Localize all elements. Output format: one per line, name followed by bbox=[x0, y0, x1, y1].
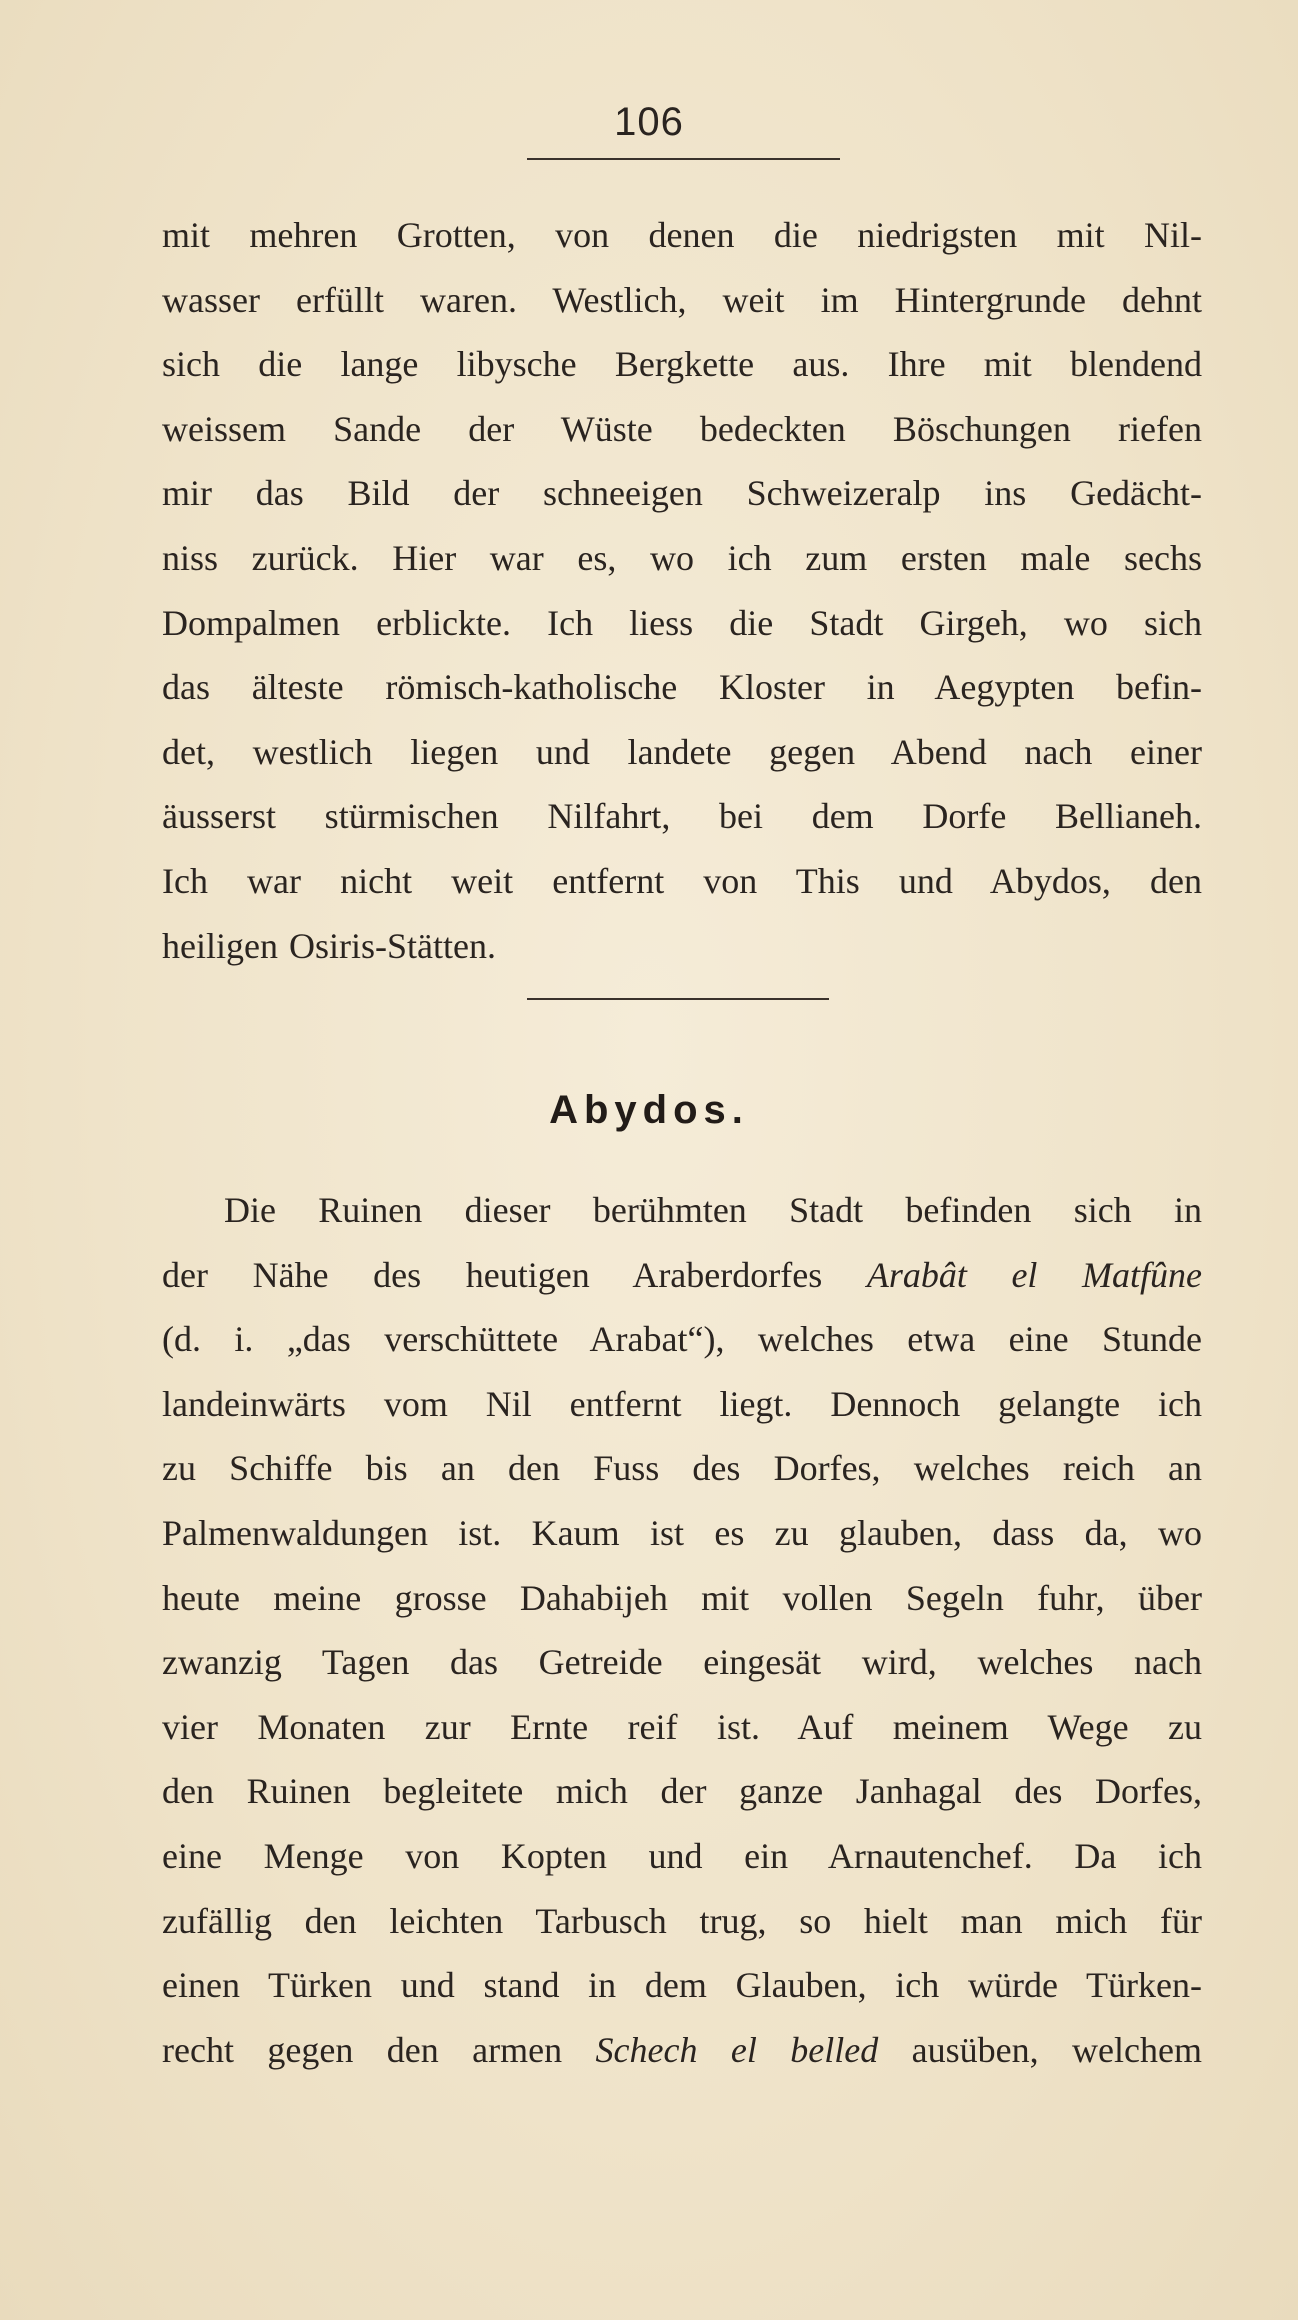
text-line: zwanzig Tagen das Getreide eingesät wird, welches nach bbox=[162, 1642, 1202, 1683]
text-line: den Ruinen begleitete mich der ganze Janhagal des Dorfes, bbox=[162, 1771, 1202, 1812]
italic-title: Schech el belled bbox=[595, 2029, 879, 2070]
text-line: Palmenwaldungen ist. Kaum ist es zu glauben, dass da, wo bbox=[162, 1512, 1202, 1553]
text-segment: der Nähe des heutigen Araberdorfes bbox=[162, 1254, 867, 1295]
paragraph-abydos bbox=[162, 1178, 1202, 2082]
italic-place-name: Arabât el Matfûne bbox=[866, 1254, 1202, 1295]
text-line: (d. i. „das verschüttete Arabat“), welches etwa eine Stunde bbox=[162, 1319, 1202, 1360]
text-line: mit mehren Grotten, von denen die niedrigsten mit Nil- bbox=[162, 215, 1202, 255]
text-line: Die Ruinen dieser berühmten Stadt befinden sich in bbox=[224, 1190, 1202, 1230]
header-rule bbox=[527, 158, 840, 160]
text-segment: recht gegen den armen bbox=[162, 2029, 596, 2070]
text-line bbox=[162, 2018, 1202, 2083]
text-line: wasser erfüllt waren. Westlich, weit im Hintergrunde dehnt bbox=[162, 279, 1202, 320]
text-line: sich die lange libysche Bergkette aus. Ihre mit blendend bbox=[162, 344, 1202, 385]
text-line: det, westlich liegen und landete gegen Abend nach einer bbox=[162, 731, 1202, 772]
text-line: zu Schiffe bis an den Fuss des Dorfes, welches reich an bbox=[162, 1448, 1202, 1489]
paragraph-intro bbox=[162, 203, 1202, 978]
text-line: weissem Sande der Wüste bedeckten Böschungen riefen bbox=[162, 408, 1202, 449]
text-line: einen Türken und stand in dem Glauben, ich würde Türken- bbox=[162, 1965, 1202, 2006]
section-divider bbox=[527, 998, 829, 1000]
text-line: vier Monaten zur Ernte reif ist. Auf meinem Wege zu bbox=[162, 1706, 1202, 1747]
text-segment: ausüben, welchem bbox=[878, 2029, 1202, 2070]
text-line: heiligen Osiris-Stätten. bbox=[162, 925, 496, 966]
text-line: eine Menge von Kopten und ein Arnautenchef. Da ich bbox=[162, 1835, 1202, 1876]
text-line: heute meine grosse Dahabijeh mit vollen Segeln fuhr, über bbox=[162, 1577, 1202, 1618]
text-line: zufällig den leichten Tarbusch trug, so hielt man mich für bbox=[162, 1900, 1202, 1941]
text-line: Dompalmen erblickte. Ich liess die Stadt Girgeh, wo sich bbox=[162, 602, 1202, 643]
text-line: äusserst stürmischen Nilfahrt, bei dem Dorfe Bellianeh. bbox=[162, 796, 1202, 837]
text-line: landeinwärts vom Nil entfernt liegt. Dennoch gelangte ich bbox=[162, 1383, 1202, 1424]
text-line bbox=[162, 1243, 1202, 1308]
text-line: das älteste römisch-katholische Kloster in Aegypten befin- bbox=[162, 667, 1202, 708]
page-number: 106 bbox=[614, 100, 684, 144]
text-line: Ich war nicht weit entfernt von This und Abydos, den bbox=[162, 860, 1202, 901]
text-line: mir das Bild der schneeigen Schweizeralp ins Gedächt- bbox=[162, 473, 1202, 514]
section-title: Abydos. bbox=[549, 1088, 749, 1132]
text-line: niss zurück. Hier war es, wo ich zum ersten male sechs bbox=[162, 537, 1202, 578]
